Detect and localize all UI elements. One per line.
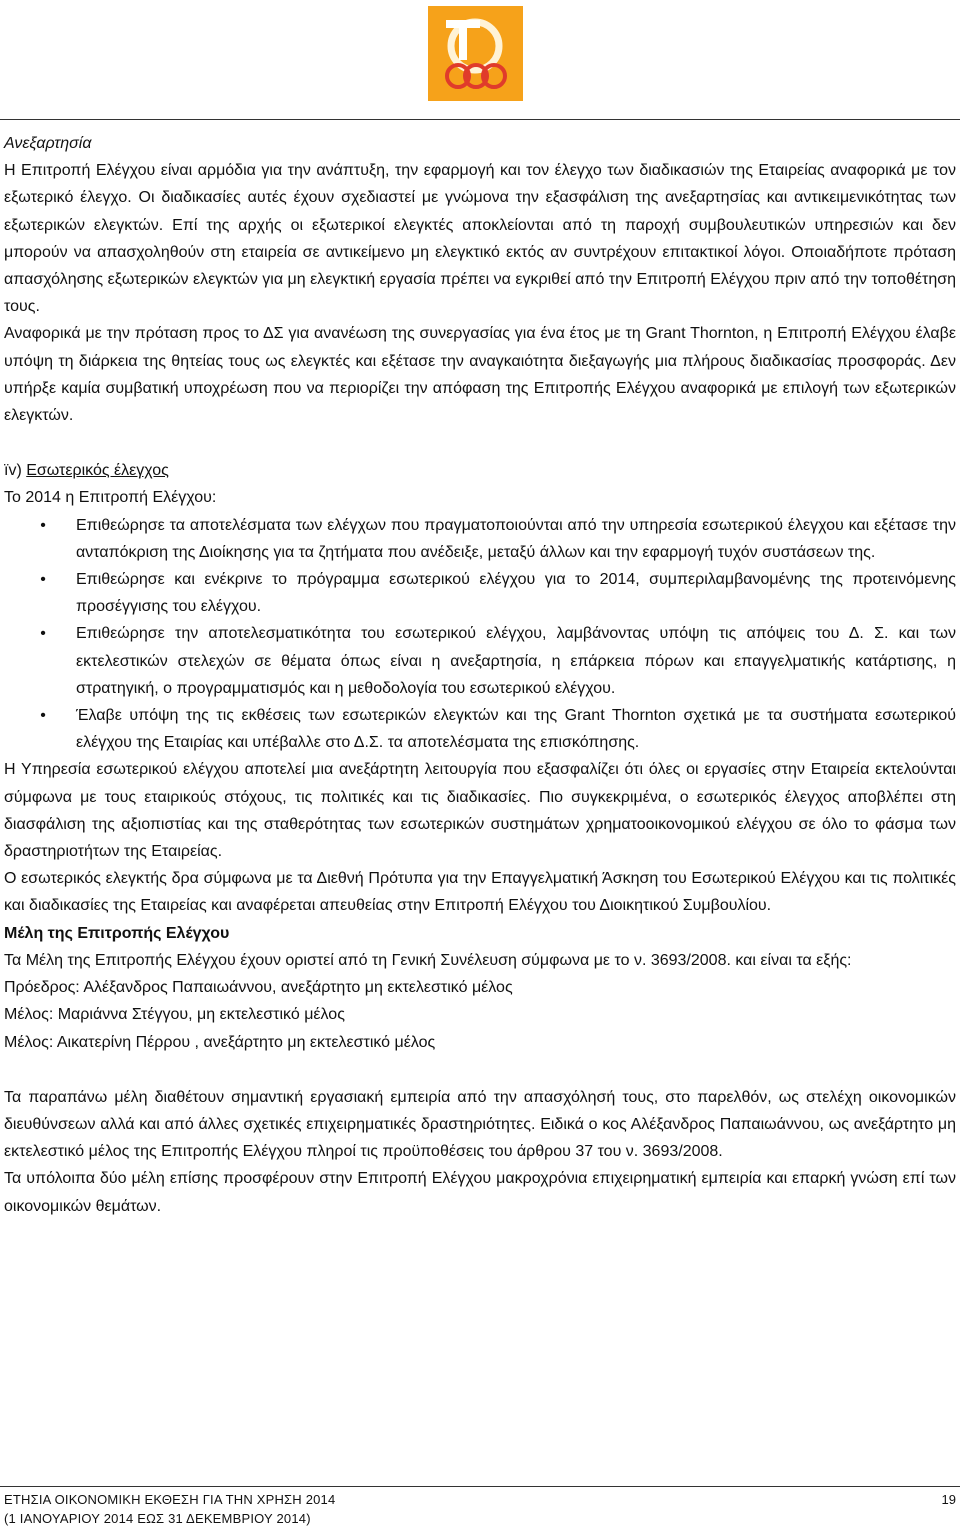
independence-heading: Ανεξαρτησία: [4, 135, 92, 152]
list-item: [4, 512, 956, 566]
members-paragraph-2: Τα υπόλοιπα δύο μέλη επίσης προσφέρουν στην Επιτροπή Ελέγχου μακροχρόνια επιχειρηματική εμπειρία και επαρκή γνώση επί των οικονομικών θεμάτων.: [4, 1170, 956, 1215]
member-chair: Πρόεδρος: Αλέξανδρος Παπαιωάννου, ανεξάρτητο μη εκτελεστικό μέλος: [4, 979, 513, 997]
bullet-icon: •: [40, 707, 46, 725]
internal-audit-intro: Το 2014 η Επιτροπή Ελέγχου:: [4, 489, 217, 507]
independence-paragraph-1: Η Επιτροπή Ελέγχου είναι αρμόδια για την ανάπτυξη, την εφαρμογή και τον έλεγχο των διαδικασιών της Εταιρείας αναφορικά με τον εξωτερικό έλεγχο. Οι διαδικασίες αυτές έχουν σχεδιαστεί με γνώμονα την εξασφάλιση της ανεξαρτησίας και αντικειμενικότητας των εξωτερικών ελεγκτών. Επί της αρχής οι εξωτερικοί ελεγκτές αποκλείονται από τη παροχή συμβουλευτικών υπηρεσιών και δεν μπορούν να απασχοληθούν στη εταιρεία σε αντικείμενο μη ελεγκτικό εκτός αν συντρέχουν επιτακτικοί λόγοι. Οποιαδήποτε πρόταση απασχόλησης εξωτερικών ελεγκτών για μη ελεγκτική εργασία πρέπει να εγκριθεί από την Επιτροπή Ελέγχου πριν από την τοποθέτηση τους.: [4, 162, 956, 316]
internal-audit-heading: [4, 457, 956, 484]
members-heading: Μέλη της Επιτροπής Ελέγχου: [4, 924, 230, 942]
company-logo: [428, 6, 523, 101]
footer-divider: [0, 1486, 960, 1487]
bullet-icon: •: [40, 625, 46, 643]
list-item: [4, 702, 956, 756]
list-item-text: Έλαβε υπόψη της τις εκθέσεις των εσωτερικών ελεγκτών και της Grant Thornton σχετικά με τα συστήματα εσωτερικού ελέγχου της Εταιρίας και υπέβαλλε στο Δ.Σ. τα αποτελέσματα της επισκόπησης.: [76, 707, 956, 752]
tap-rings-logo-icon: [428, 6, 523, 101]
list-item-text: Επιθεώρησε την αποτελεσματικότητα του εσωτερικού ελέγχου, λαμβάνοντας υπόψη τις απόψεις του Δ. Σ. και των εκτελεστικών στελεχών σε θέματα όπως είναι η ανεξαρτησία, η επάρκεια πόρων και επαγγελματικής κατάρτισης, η στρατηγική, ο προγραμματισμός και η μεθοδολογία του εσωτερικού ελέγχου.: [76, 625, 956, 697]
list-item-text: Επιθεώρησε τα αποτελέσματα των ελέγχων που πραγματοποιούνται από την υπηρεσία εσωτερικού έλεγχου και εξέτασε την ανταπόκριση της Διοίκησης για τα ζητήματα που ανέδειξε, μεταξύ άλλων και την εφαρμογή τυχόν συστάσεων της.: [76, 516, 956, 561]
list-item-text: Επιθεώρησε και ενέκρινε το πρόγραμμα εσωτερικού ελέγχου για το 2014, συμπεριλαμβανομένης της προτεινόμενης προσέγγισης του ελέγχου.: [76, 571, 956, 616]
list-item: [4, 620, 956, 702]
internal-audit-paragraph-2: Ο εσωτερικός ελεγκτής δρα σύμφωνα με τα Διεθνή Πρότυπα για την Επαγγελματική Άσκηση του Εσωτερικού Ελέγχου και τις πολιτικές και διαδικασίες της Εταιρείας και αναφέρεται απευθείας στην Επιτροπή Ελέγχου του Διοικητικού Συμβουλίου.: [4, 870, 956, 915]
members-paragraph-1: Τα παραπάνω μέλη διαθέτουν σημαντική εργασιακή εμπειρία από την απασχόλησή τους, στο παρελθόν, ως στελέχη οικονομικών διευθύνσεων αλλά και από άλλες σχετικές επιχειρηματικές δραστηριότητες. Ειδικά ο κος Αλέξανδρος Παπαιωάννου, ως ανεξάρτητο μη εκτελεστικό μέλος της Επιτροπής Ελέγχου πληροί τις προϋποθέσεις του άρθρου 37 του ν. 3693/2008.: [4, 1088, 956, 1161]
header-divider: [0, 119, 960, 120]
internal-audit-paragraph-1: Η Υπηρεσία εσωτερικού ελέγχου αποτελεί μια ανεξάρτητη λειτουργία που εξασφαλίζει ότι όλες οι εργασίες στην Εταιρεία εκτελούνται σύμφωνα με τους εταιρικούς στόχους, τις πολιτικές και τις διαδικασίες. Πιο συγκεκριμένα, ο εσωτερικός έλεγχος αποβλέπει στη διασφάλιση της αξιοπιστίας και της σταθερότητας των εσωτερικών συστημάτων χρηματοοικονομικού ελέγχου σε όλο το φάσμα των δραστηριοτήτων της Εταιρείας.: [4, 761, 956, 861]
internal-audit-title: Εσωτερικός έλεγχος: [26, 462, 169, 480]
main-content: [4, 130, 956, 1220]
footer-report-title: ΕΤΗΣΙΑ ΟΙΚΟΝΟΜΙΚΗ ΕΚΘΕΣΗ ΓΙΑ ΤΗΝ ΧΡΗΣΗ 2014: [4, 1492, 336, 1507]
bullet-icon: •: [40, 571, 46, 589]
page-number: 19: [941, 1492, 956, 1507]
section-numbering: ïv): [4, 462, 22, 480]
bullet-icon: •: [40, 516, 46, 534]
member-3: Μέλος: Αικατερίνη Πέρρου , ανεξάρτητο μη εκτελεστικό μέλος: [4, 1033, 436, 1051]
members-intro: Τα Μέλη της Επιτροπής Ελέγχου έχουν οριστεί από τη Γενική Συνέλευση σύμφωνα με το ν. 3693/2008. και είναι τα εξής:: [4, 951, 852, 969]
spacer: [4, 1056, 956, 1084]
list-item: [4, 566, 956, 620]
independence-paragraph-2: Αναφορικά με την πρόταση προς το ΔΣ για ανανέωση της συνεργασίας για ένα έτος με τη Grant Thornton, η Επιτροπή Ελέγχου έλαβε υπόψη τη διάρκεια της θητείας τους ως ελεγκτές και εξέτασε την αναγκαιότητα διεξαγωγής μια πλήρους διαδικασίας προσφοράς. Δεν υπήρξε καμία συμβατική υποχρέωση που να περιορίζει την απόφαση της Επιτροπής Ελέγχου αναφορικά με επιλογή των εξωτερικών ελεγκτών.: [4, 325, 956, 425]
member-2: Μέλος: Μαριάννα Στέγγου, μη εκτελεστικό μέλος: [4, 1006, 345, 1024]
footer-report-period: (1 ΙΑΝΟΥΑΡΙΟΥ 2014 ΕΩΣ 31 ΔΕΚΕΜΒΡΙΟΥ 2014): [4, 1511, 311, 1526]
members-list: [4, 974, 956, 1056]
internal-audit-bullet-list: [4, 512, 956, 757]
